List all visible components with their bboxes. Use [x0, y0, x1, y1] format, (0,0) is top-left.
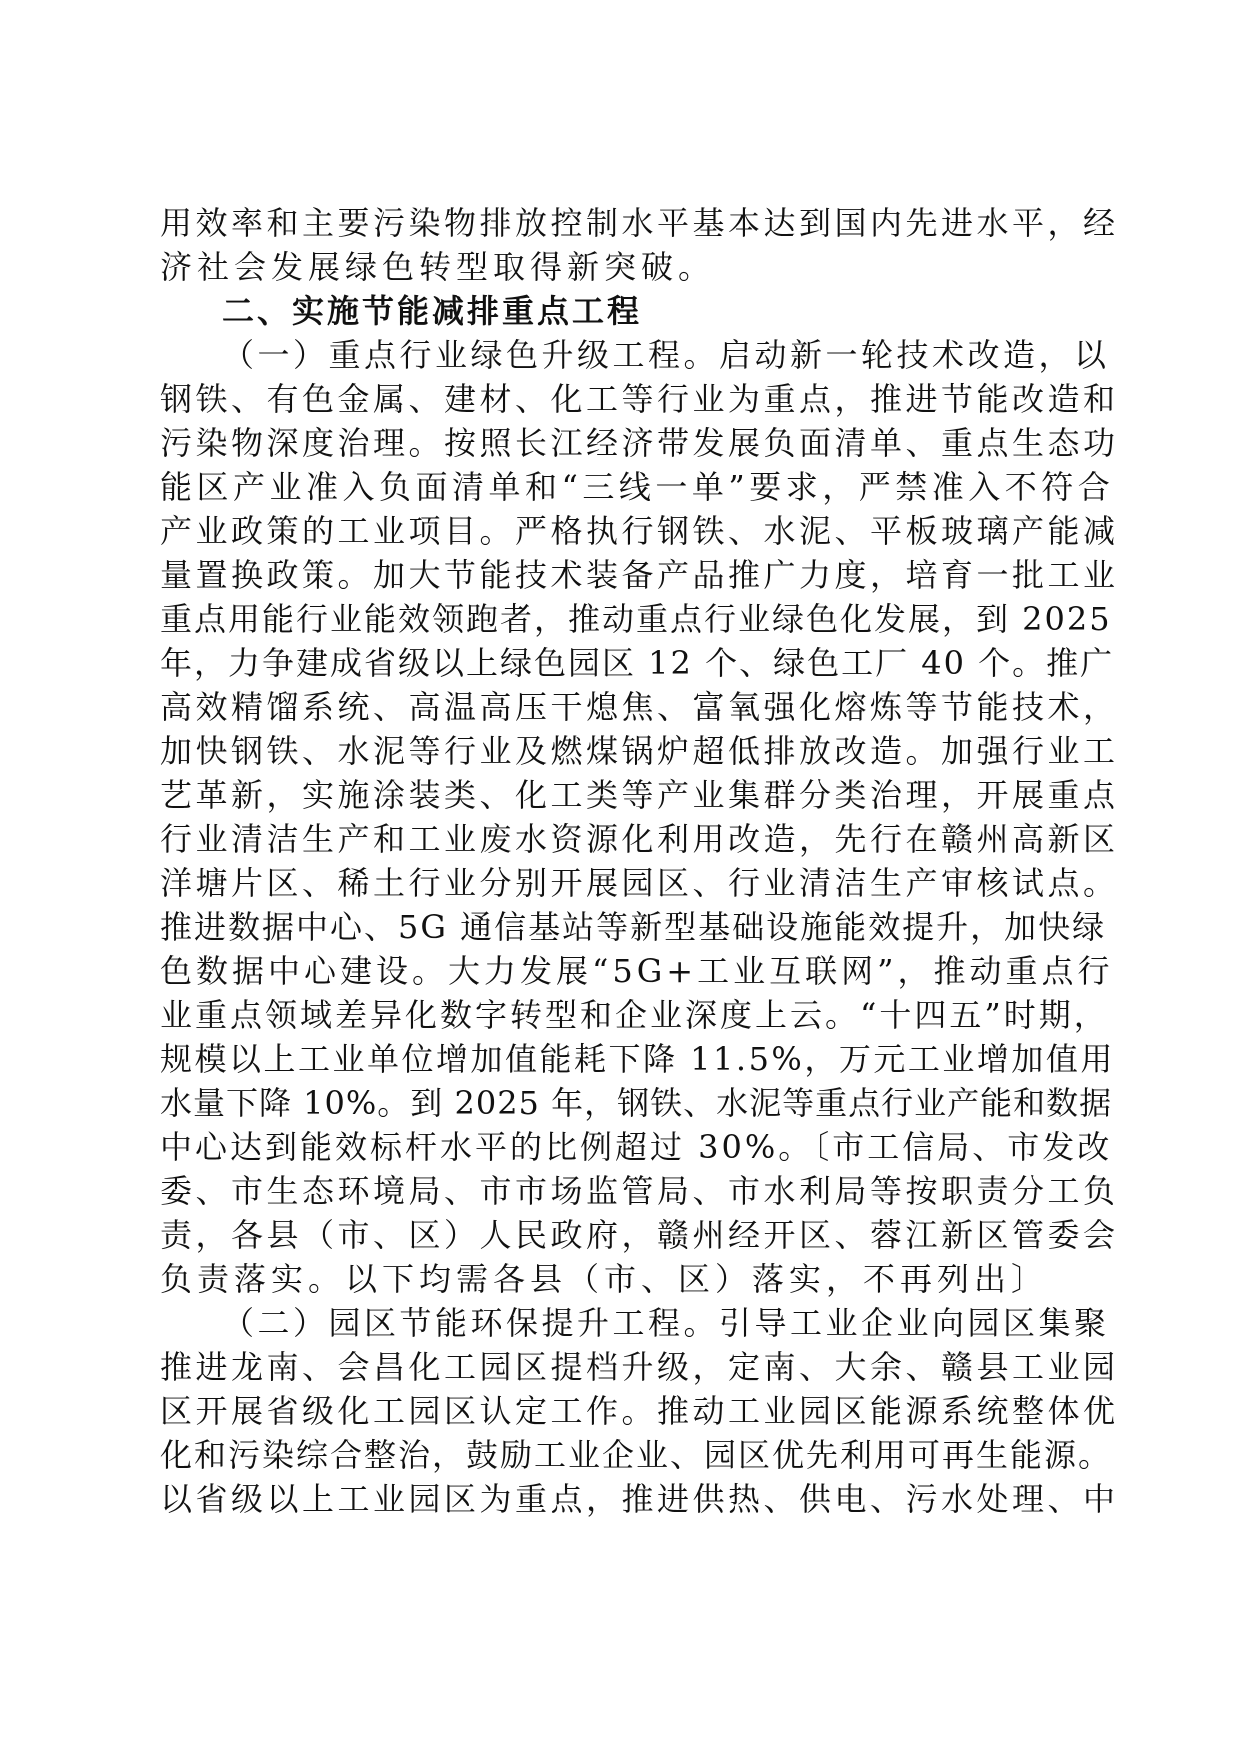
text-line-15: 行业清洁生产和工业废水资源化利用改造，先行在赣州高新区	[160, 820, 1119, 858]
text-line-11: 年，力争建成省级以上绿色园区 12 个、绿色工厂 40 个。推广	[160, 644, 1115, 682]
text-line-22: 中心达到能效标杆水平的比例超过 30%。〔市工信局、市发改	[160, 1128, 1113, 1166]
text-line-26: （二）园区节能环保提升工程。引导工业企业向园区集聚	[222, 1304, 1110, 1342]
text-line-8: 产业政策的工业项目。严格执行钢铁、水泥、平板玻璃产能减	[160, 512, 1119, 550]
text-line-14: 艺革新，实施涂装类、化工类等产业集群分类治理，开展重点	[160, 776, 1119, 814]
text-line-7: 能区产业准入负面清单和“三线一单”要求，严禁准入不符合	[160, 468, 1115, 506]
text-line-28: 区开展省级化工园区认定工作。推动工业园区能源系统整体优	[160, 1392, 1119, 1430]
text-line-1: 用效率和主要污染物排放控制水平基本达到国内先进水平，经	[160, 204, 1119, 242]
text-line-21: 水量下降 10%。到 2025 年，钢铁、水泥等重点行业产能和数据	[160, 1084, 1113, 1122]
text-line-6: 污染物深度治理。按照长江经济带发展负面清单、重点生态功	[160, 424, 1119, 462]
text-line-12: 高效精馏系统、高温高压干熄焦、富氧强化熔炼等节能技术，	[160, 688, 1119, 726]
text-line-16: 洋塘片区、稀土行业分别开展园区、行业清洁生产审核试点。	[160, 864, 1119, 902]
text-line-18: 色数据中心建设。大力发展“5G+工业互联网”，推动重点行	[160, 952, 1114, 990]
text-line-19: 业重点领域差异化数字转型和企业深度上云。“十四五”时期，	[160, 996, 1109, 1034]
text-line-30: 以省级以上工业园区为重点，推进供热、供电、污水处理、中	[160, 1480, 1119, 1518]
text-line-5: 钢铁、有色金属、建材、化工等行业为重点，推进节能改造和	[160, 380, 1119, 418]
text-line-23: 委、市生态环境局、市市场监管局、市水利局等按职责分工负	[160, 1172, 1119, 1210]
text-line-9: 量置换政策。加大节能技术装备产品推广力度，培育一批工业	[160, 556, 1119, 594]
text-line-4: （一）重点行业绿色升级工程。启动新一轮技术改造，以	[222, 336, 1110, 374]
text-line-17: 推进数据中心、5G 通信基站等新型基础设施能效提升，加快绿	[160, 908, 1107, 946]
text-line-13: 加快钢铁、水泥等行业及燃煤锅炉超低排放改造。加强行业工	[160, 732, 1119, 770]
text-line-29: 化和污染综合整治，鼓励工业企业、园区优先利用可再生能源。	[160, 1436, 1113, 1474]
text-line-20: 规模以上工业单位增加值能耗下降 11.5%，万元工业增加值用	[160, 1040, 1115, 1078]
text-line-25: 负责落实。以下均需各县（市、区）落实，不再列出〕	[160, 1260, 1049, 1298]
text-line-24: 责，各县（市、区）人民政府，赣州经开区、蓉江新区管委会	[160, 1216, 1119, 1254]
text-line-27: 推进龙南、会昌化工园区提档升级，定南、大余、赣县工业园	[160, 1348, 1119, 1386]
section-heading: 二、实施节能减排重点工程	[222, 292, 643, 330]
text-line-10: 重点用能行业能效领跑者，推动重点行业绿色化发展，到 2025	[160, 600, 1112, 638]
text-line-2: 济社会发展绿色转型取得新突破。	[160, 248, 716, 286]
